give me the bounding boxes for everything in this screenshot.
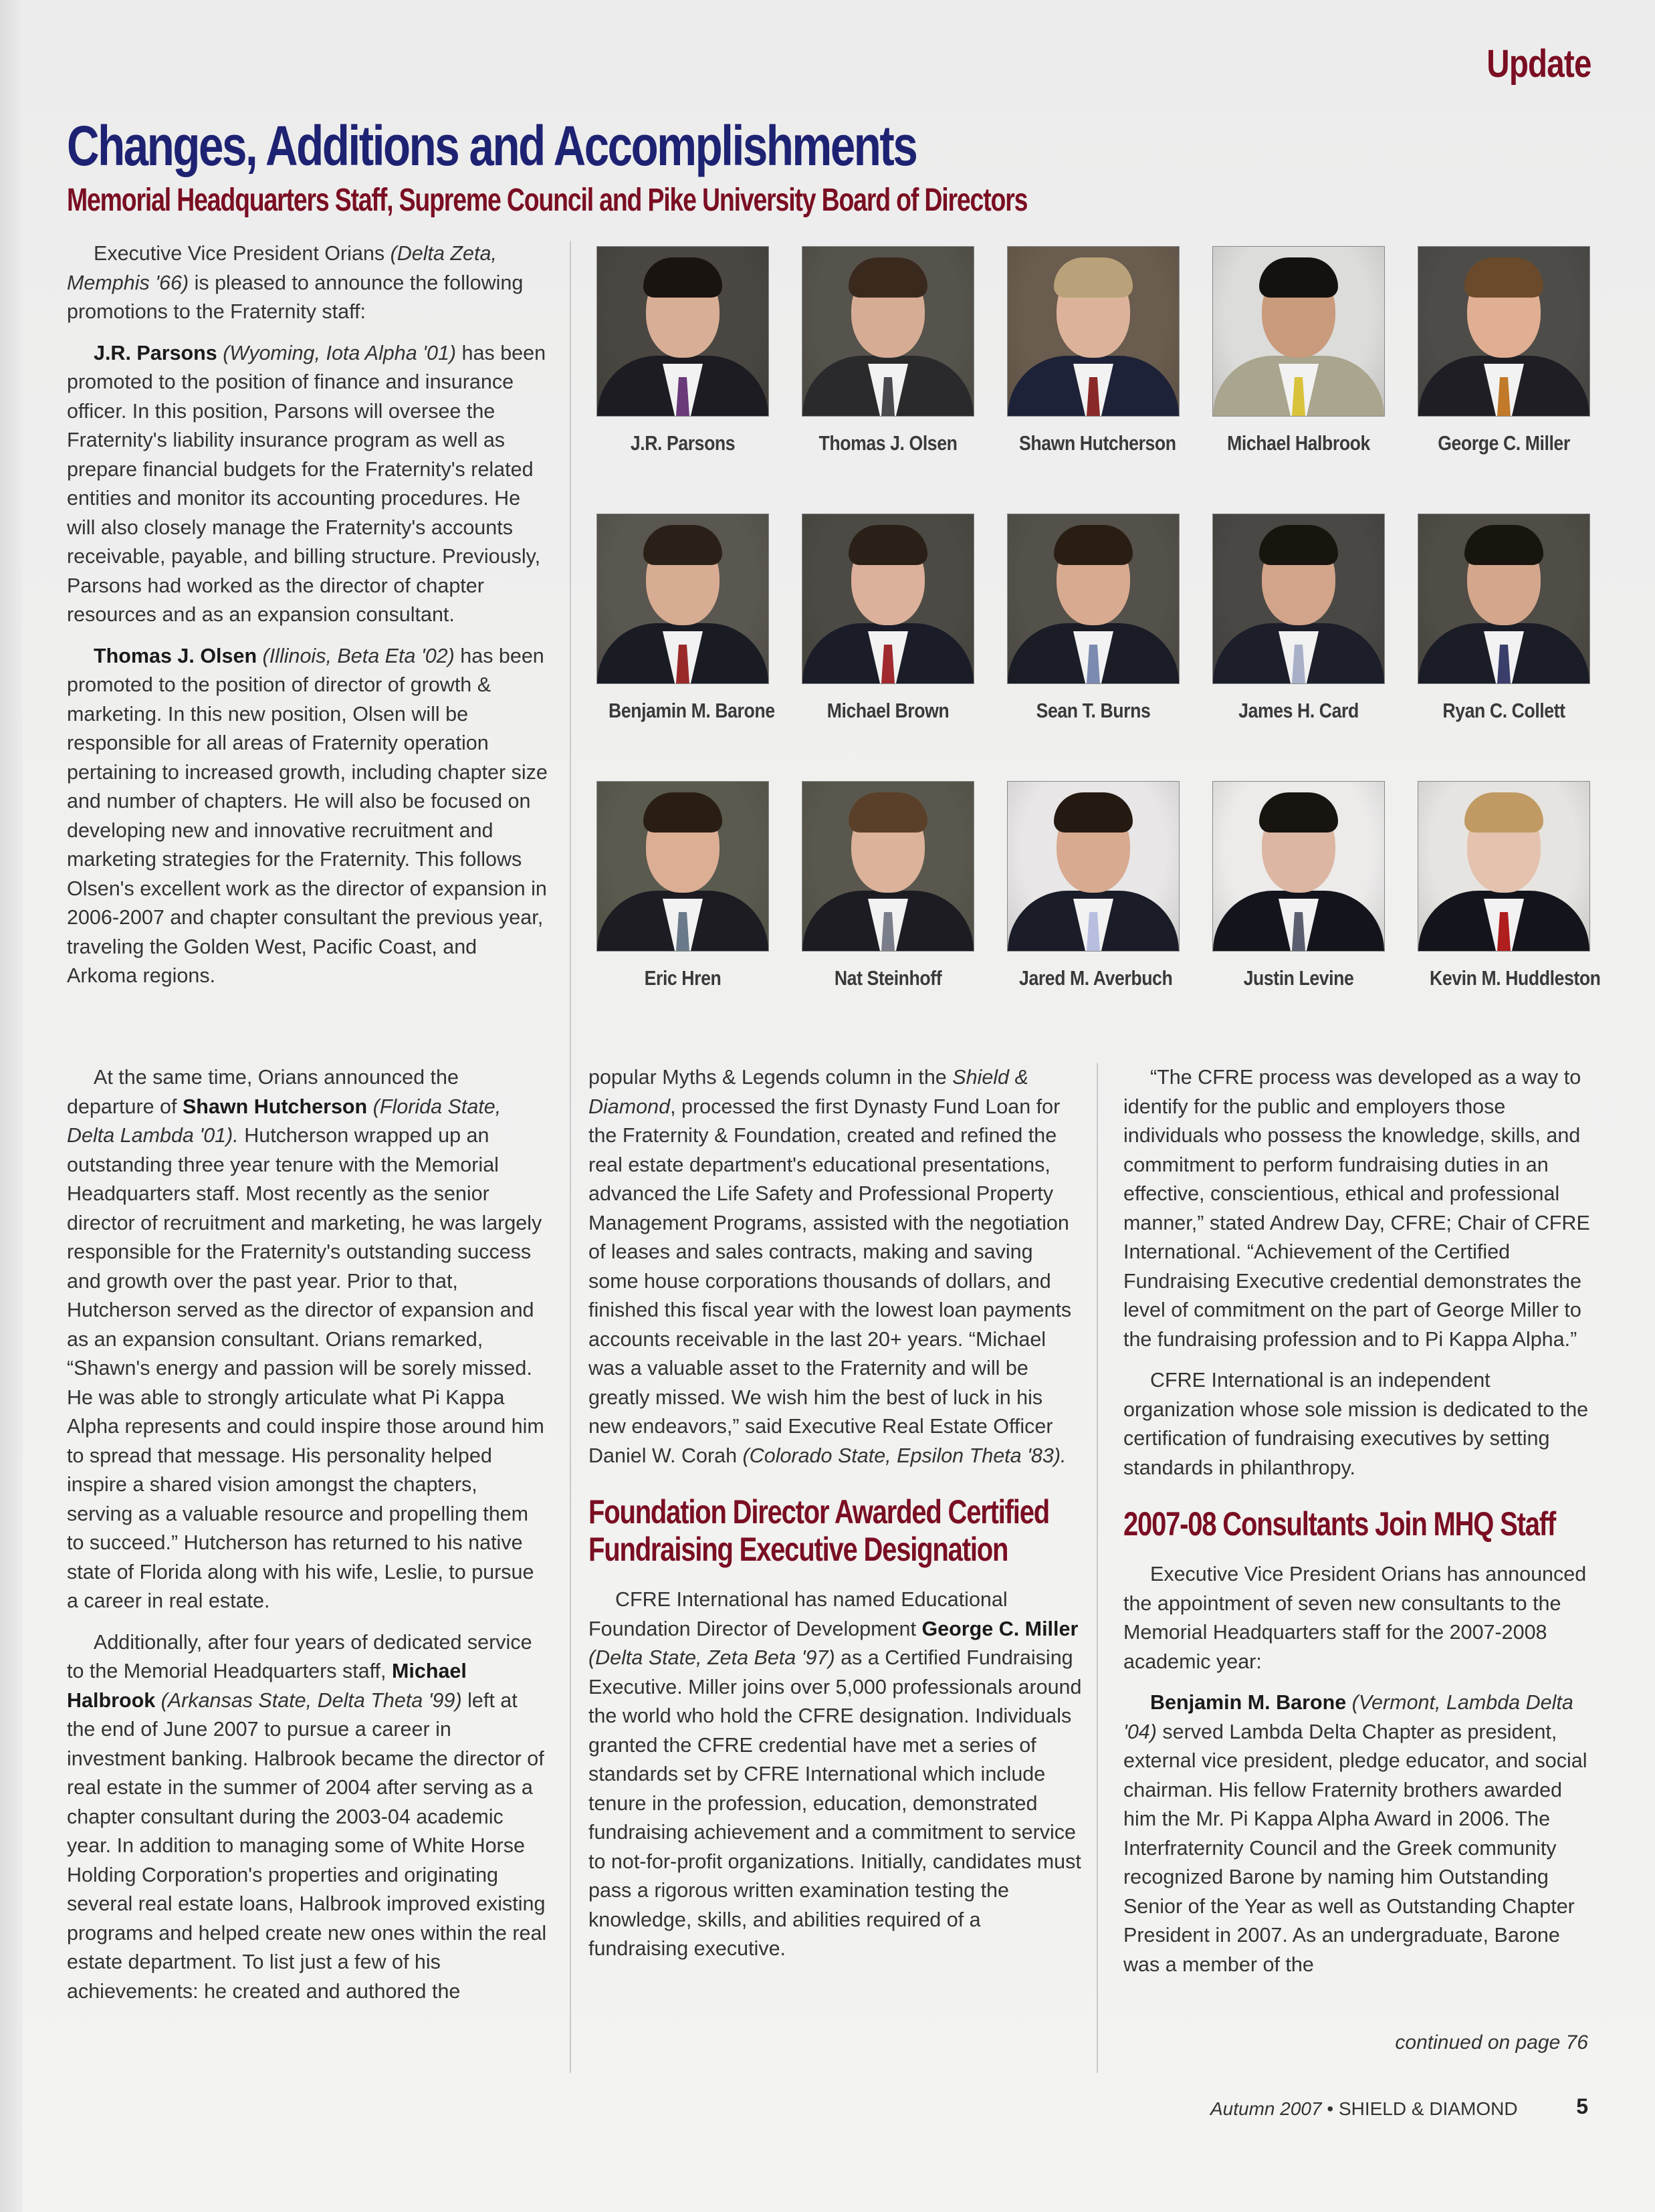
- portrait-photo: [1212, 514, 1385, 684]
- hair-shape: [1464, 257, 1543, 298]
- hair-shape: [1259, 792, 1338, 833]
- hair-shape: [1054, 525, 1133, 565]
- miller-paragraph: CFRE International has named Educational Foundation Director of Development George C. Miller (Delta State, Zeta Beta '97) as a Certified Fundraising Executive. Miller joins over 5,000 professionals around the world who hold the CFRE designation. Individuals granted the CFRE credential have met a series of standards set by CFRE International which include tenure in the profession, education, demonstrated fundraising achievement and a commitment to service to not-for-profit organizations. Initially, candidates must pass a rigorous written examination testing the knowledge, skills, and abilities required of a fundraising executive.: [588, 1588, 1082, 1960]
- portrait-caption: J.R. Parsons: [630, 431, 736, 455]
- hair-shape: [1464, 792, 1543, 833]
- continued-link[interactable]: continued on page 76: [1395, 2031, 1588, 2054]
- person-name: Thomas J. Olsen: [94, 644, 257, 667]
- footer-separator: •: [1321, 2098, 1339, 2119]
- halbrook-continued-paragraph: popular Myths & Legends column in the Shield & Diamond, processed the first Dynasty Fund Loan for the Fraternity & Foundation, created and refined the real estate department's educational presentations, advanced the Life Safety and Professional Property Management Programs, assisted with the negotiation of leases and sales contracts, making and saving some house corporations thousands of dollars, and finished this fiscal year with the lowest loan payments accounts receivable in the last 20+ years. “Michael was a valuable asset to the Fraternity and will be greatly missed. We wish him the best of luck in his new endeavors,” said Executive Real Estate Officer Daniel W. Corah (Colorado State, Epsilon Theta '83).: [588, 1066, 1072, 1467]
- publication-name: Shield & Diamond: [588, 1066, 1028, 1118]
- portrait-caption: Michael Brown: [826, 699, 950, 722]
- staff-portrait: [596, 781, 769, 990]
- staff-portrait: [596, 246, 769, 455]
- portrait-photo: [802, 246, 974, 417]
- portrait-photo: [1212, 246, 1385, 417]
- staff-portrait: [802, 514, 974, 723]
- staff-portrait: [1418, 246, 1590, 455]
- column-3: [1123, 1063, 1591, 1991]
- intro-paragraph: Executive Vice President Orians (Delta Zeta, Memphis '66) is pleased to announce the following promotions to the Fraternity staff:: [67, 242, 524, 323]
- portrait-photo: [596, 781, 769, 952]
- page-footer: [1210, 2098, 1518, 2120]
- hair-shape: [849, 257, 927, 298]
- hair-shape: [1054, 257, 1133, 298]
- person-name: J.R. Parsons: [94, 341, 217, 364]
- portrait-photo: [1007, 246, 1180, 417]
- column-1-lower: [67, 1063, 548, 2018]
- staff-portrait: [1007, 514, 1180, 723]
- staff-portrait: [1007, 781, 1180, 990]
- column-1-upper: [67, 239, 548, 1003]
- column-2: [588, 1063, 1083, 1976]
- column-divider: [1097, 1063, 1098, 2073]
- staff-portrait: [1212, 514, 1385, 723]
- staff-portrait: [802, 246, 974, 455]
- hair-shape: [1054, 792, 1133, 833]
- portrait-photo: [1007, 781, 1180, 952]
- portrait-photo: [596, 246, 769, 417]
- column-divider: [570, 241, 571, 2073]
- page-subtitle: Memorial Headquarters Staff, Supreme Council and Pike University Board of Directors: [67, 183, 1028, 218]
- hair-shape: [643, 792, 722, 833]
- person-name: Benjamin M. Barone: [1150, 1691, 1347, 1714]
- portrait-caption: Kevin M. Huddleston: [1430, 966, 1601, 990]
- portrait-photo: [1007, 514, 1180, 684]
- hair-shape: [643, 257, 722, 298]
- portrait-caption: Michael Halbrook: [1227, 431, 1370, 455]
- section-label: Update: [1486, 42, 1591, 86]
- cfre-about-paragraph: CFRE International is an independent organization whose sole mission is dedicated to the certification of fundraising executives by setting standards in philanthropy.: [1123, 1369, 1589, 1479]
- consultants-intro-paragraph: Executive Vice President Orians has announced the appointment of seven new consultants to the Memorial Headquarters staff for the 2007-2008 academic year:: [1123, 1563, 1587, 1673]
- issue-date: Autumn 2007: [1210, 2098, 1322, 2119]
- parsons-paragraph: J.R. Parsons (Wyoming, Iota Alpha '01) has been promoted to the position of finance and insurance officer. In this position, Parsons will oversee the Fraternity's liability insurance program as well as prepare financial budgets for the Fraternity's related entities and monitor its accounting procedures. He will also closely manage the Fraternity's accounts receivable, payable, and billing structure. Previously, Parsons had worked as the director of chapter resources and as an expansion consultant.: [67, 341, 546, 626]
- portrait-photo: [1418, 781, 1590, 952]
- portrait-photo: [1418, 246, 1590, 417]
- portrait-caption: Nat Steinhoff: [834, 966, 942, 990]
- page-number: 5: [1576, 2094, 1588, 2118]
- staff-portrait: [802, 781, 974, 990]
- staff-portrait: [596, 514, 775, 723]
- hair-shape: [849, 525, 927, 565]
- hair-shape: [849, 792, 927, 833]
- portrait-caption: Justin Levine: [1243, 966, 1354, 990]
- portrait-photo: [802, 514, 974, 684]
- publication-title: SHIELD & DIAMOND: [1338, 2098, 1518, 2119]
- olsen-paragraph: Thomas J. Olsen (Illinois, Beta Eta '02) has been promoted to the position of director of growth & marketing. In this new position, Olsen will be responsible for all areas of Fraternity operation pertaining to increased growth, including chapter size and number of chapters. He will also be focused on developing new and innovative recruitment and marketing strategies for the Fraternity. This follows Olsen's excellent work as the director of expansion in 2006-2007 and chapter consultant the previous year, traveling the Golden West, Pacific Coast, and Arkoma regions.: [67, 644, 548, 987]
- hair-shape: [1259, 525, 1338, 565]
- page-title: Changes, Additions and Accomplishments: [67, 114, 917, 177]
- portrait-caption: Ryan C. Collett: [1442, 699, 1565, 722]
- heading-cfre-award: Foundation Director Awarded Certified Fundraising Executive Designation: [588, 1493, 1049, 1568]
- hair-shape: [643, 525, 722, 565]
- portrait-caption: Jared M. Averbuch: [1019, 966, 1173, 990]
- hair-shape: [1464, 525, 1543, 565]
- heading-consultants: 2007-08 Consultants Join MHQ Staff: [1123, 1505, 1555, 1543]
- barone-paragraph: Benjamin M. Barone (Vermont, Lambda Delta '04) served Lambda Delta Chapter as president, external vice president, pledge educator, and social chairman. His fellow Fraternity brothers awarded him the Mr. Pi Kappa Alpha Award in 2006. The Interfraternity Council and the Greek community recognized Barone by naming him Outstanding Senior of the Year as well as Outstanding Chapter President in 2007. As an undergraduate, Barone was a member of the: [1123, 1691, 1587, 1976]
- hair-shape: [1259, 257, 1338, 298]
- portrait-photo: [596, 514, 769, 684]
- person-name: Michael Halbrook: [67, 1660, 467, 1712]
- portrait-photo: [1418, 514, 1590, 684]
- staff-portrait: [1212, 246, 1385, 455]
- staff-portrait: [1212, 781, 1385, 990]
- portrait-caption: Benjamin M. Barone: [609, 699, 775, 722]
- staff-portrait: [1007, 246, 1180, 455]
- staff-portrait: [1418, 514, 1590, 723]
- portrait-caption: Sean T. Burns: [1036, 699, 1151, 722]
- portrait-caption: George C. Miller: [1438, 431, 1570, 455]
- person-name: George C. Miller: [921, 1617, 1079, 1640]
- portrait-caption: Thomas J. Olsen: [818, 431, 958, 455]
- person-name: Shawn Hutcherson: [182, 1095, 368, 1118]
- staff-portrait: [1418, 781, 1601, 990]
- portrait-photo: [1212, 781, 1385, 952]
- cfre-quote-paragraph: “The CFRE process was developed as a way to identify for the public and employers those individuals who possess the knowledge, skills, and commitment to perform fundraising duties in an effective, conscientious, ethical and professional manner,” stated Andrew Day, CFRE; Chair of CFRE International. “Achievement of the Certified Fundraising Executive credential demonstrates the level of commitment on the part of George Miller to the fundraising profession and to Pi Kappa Alpha.”: [1123, 1066, 1590, 1351]
- portrait-caption: James H. Card: [1238, 699, 1359, 722]
- page-gutter-shadow: [0, 0, 23, 2212]
- portrait-photo: [802, 781, 974, 952]
- hutcherson-paragraph: At the same time, Orians announced the departure of Shawn Hutcherson (Florida State, Delta Lambda '01). Hutcherson wrapped up an outstanding three year tenure with the Memorial Headquarters staff. Most recently as the senior director of recruitment and marketing, he was largely responsible for the Fraternity's outstanding success and growth over the past year. Prior to that, Hutcherson served as the director of expansion and as an expansion consultant. Orians remarked, “Shawn's energy and passion will be sorely missed. He was able to strongly articulate what Pi Kappa Alpha represents and could inspire those around him to spread that message. His personality helped inspire a shared vision amongst the chapters, serving as a valuable resource and propelling them to succeed.” Hutcherson has returned to his native state of Florida along with his wife, Leslie, to pursue a career in real estate.: [67, 1066, 544, 1612]
- portrait-caption: Shawn Hutcherson: [1019, 431, 1176, 455]
- halbrook-paragraph: Additionally, after four years of dedicated service to the Memorial Headquarters staff, Michael Halbrook (Arkansas State, Delta Theta '99) left at the end of June 2007 to pursue a career in investment banking. Halbrook became the director of real estate in the summer of 2004 after serving as a chapter consultant during the 2003-04 academic year. In addition to managing some of White Horse Holding Corporation's properties and originating several real estate loans, Halbrook improved existing programs and helped create new ones within the real estate department. To list just a few of his achievements: he created and authored the: [67, 1630, 547, 2003]
- portrait-caption: Eric Hren: [644, 966, 722, 990]
